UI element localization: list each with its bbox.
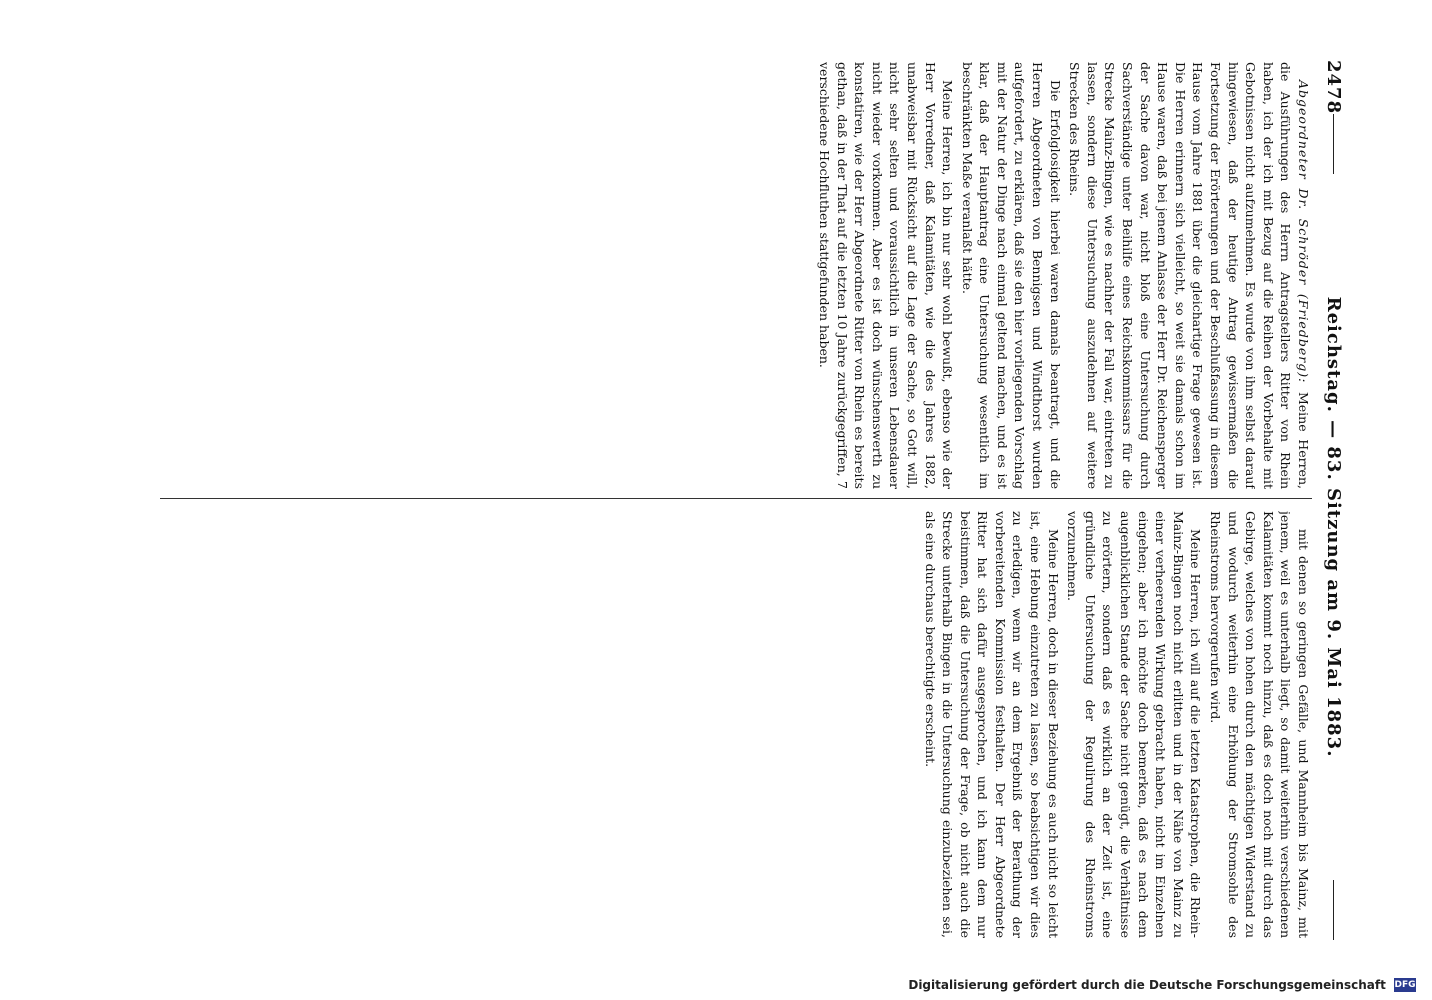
page-header bbox=[1314, 60, 1354, 940]
dfg-logo: DFG bbox=[1394, 980, 1416, 990]
right-column bbox=[160, 511, 1312, 938]
paragraph-text: Die Erfolglosigkeit hierbei waren damals beantragt, und die Herren Abgeordneten von Bennigsen und Windthorst wurden aufgefordert, zu erklären, daß sie den hier vorliegenden Vorschlag mit der Natur der Dinge nach einmal geltend machen, und es ist klar, daß der Hauptantrag eine Untersuchung wesentlich im beschränkten Maße veranlaßt hätte. bbox=[959, 62, 1063, 489]
left-column bbox=[160, 62, 1312, 489]
header-rule-right bbox=[1334, 880, 1335, 940]
digitization-credit bbox=[0, 978, 1432, 993]
text-columns bbox=[160, 62, 1312, 938]
paragraph-text: Meine Herren, ich bin nur sehr wohl bewußt, ebenso wie der Herr Vorredner, daß Kalamitäten, wie die des Jahres 1882, unabweisbar mit Rücksicht auf die Lage der Sache, so Gott will, nicht sehr selten und voraussichtlich in unseren Lebensdauer nicht wieder vorkommen. Aber es ist doch wünschenswerth zu konstatiren, wie der Herr Abgeordnete Ritter von Rhein es bereits gethan, daß in der That auf die letzten 10 Jahre zurückgegriffen, 7 verschiedene Hochfluthen stattgefunden haben. bbox=[816, 62, 956, 489]
paragraph bbox=[1066, 62, 1312, 489]
credit-text: Digitalisierung gefördert durch die Deutsche Forschungsgemeinschaft bbox=[908, 977, 1386, 992]
paragraph bbox=[1206, 511, 1312, 938]
paragraph-text: mit denen so geringen Gefälle, und Mannheim bis Mainz, mit jenem, weil es unterhalb liegt, so damit weiterhin verschiedenen Kalamitäten kommt noch hinzu, daß es doch noch mit durch das Gebirge, welches von hohen durch den mächtigen Widerstand zu und wodurch weiterhin eine Erhöhung der Stromsohle des Rheinstroms hervorgerufen wird. bbox=[1208, 511, 1311, 938]
paragraph-text: Meine Herren, die Ausführungen des Herrn Antragstellers Ritter von Rhein haben, ich der ich mit Bezug auf die Reihen der Vorbehalte mit Gebotnissen nicht aufzumehmen. Es wurde von ihm selbst darauf hingewiesen, daß der heutige Antrag gewissermaßen die Fortsetzung der Erörterungen und der Beschlußfassung in diesem Hause vom Jahre 1881 über die gleichartige Frage gewesen ist. Die Herren erinnern sich vielleicht, so weit sie damals schon im Hause waren, daß bei jenem Anlasse der Herr Dr. Reichensperger der Sache davon war, nicht bloß eine Untersuchung durch Sachverständige unter Beihilfe eines Reichskommissars für die Strecke Mainz-Bingen, wie es nachher der Fall war, eintreten zu lassen, sondern diese Untersuchung auszudehnen auf weitere Strecken des Rheins. bbox=[1067, 62, 1311, 489]
paragraph bbox=[958, 62, 1064, 489]
paragraph bbox=[921, 511, 1062, 938]
page-number: 2478 bbox=[1323, 60, 1345, 115]
paragraph bbox=[815, 62, 956, 489]
page-title: Reichstag. — 83. Sitzung am 9. Mai 1883. bbox=[1323, 296, 1345, 758]
column-divider bbox=[160, 498, 1312, 499]
header-rule-left bbox=[1334, 114, 1335, 174]
paragraph bbox=[1064, 511, 1205, 938]
speaker-name: Abgeordneter Dr. Schröder (Friedberg): bbox=[1296, 80, 1311, 392]
paragraph-text: Meine Herren, doch in dieser Beziehung es auch nicht so leicht ist, eine Hebung einzutreten zu lassen, so beabsichtigen wir dies zu erledigen, wenn wir an dem Ergebniß der Berathung der vorbereitenden Kommission festhalten. Der Herr Abgeordnete Ritter hat sich dafür ausgesprochen, und ich kann dem nur beistimmen, daß die Untersuchung der Frage, ob nicht auch die Strecke unterhalb Bingen in die Untersuchung einzubeziehen sei, als eine durchaus berechtigte erscheint. bbox=[922, 511, 1061, 938]
paragraph-text: Meine Herren, ich will auf die letzten Katastrophen, die Rhein-Mainz-Bingen noch nicht erlitten und in der Nähe von Mainz zu einer verheerenden Wirkung gebracht haben, nicht im Einzelnen eingehen; aber ich möchte doch bemerken, daß es nach dem augenblicklichen Stande der Sache nicht genügt, die Verhältnisse zu erörtern, sondern daß es wirklich an der Zeit ist, eine gründliche Untersuchung der Regulirung des Rheinstroms vorzunehmen. bbox=[1065, 511, 1204, 938]
